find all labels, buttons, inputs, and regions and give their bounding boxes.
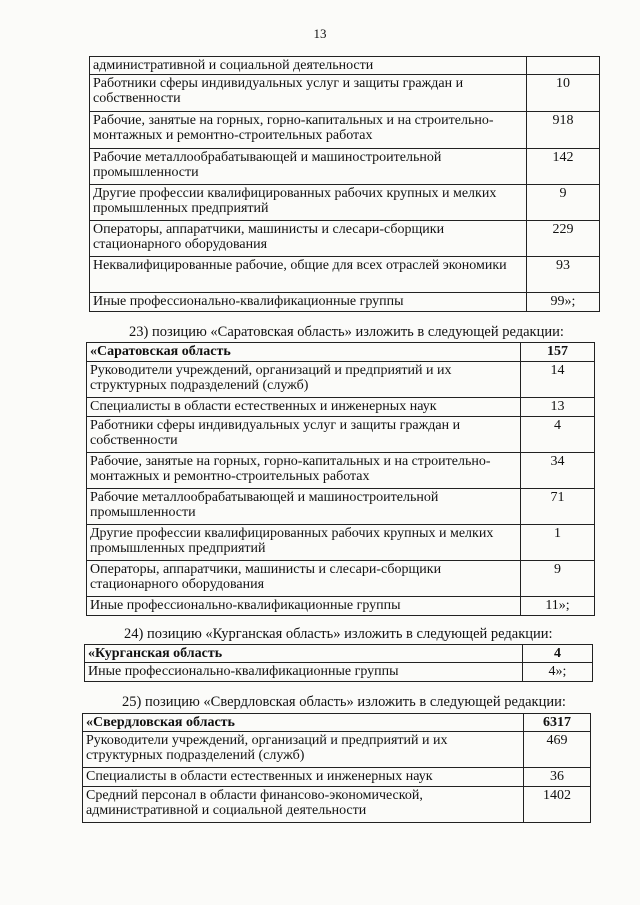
row-value: 11»; — [521, 597, 595, 616]
paragraph-23: 23) позицию «Саратовская область» изложить в следующей редакции: — [129, 324, 564, 340]
row-label: Средний персонал в области финансово-экономической, административной и социальной деятельности — [83, 787, 524, 823]
row-value: 14 — [521, 362, 595, 398]
table-row — [90, 149, 600, 185]
table-row — [90, 293, 600, 312]
row-value: 9 — [521, 561, 595, 597]
row-label: Специалисты в области естественных и инженерных наук — [87, 398, 521, 417]
row-label: Другие профессии квалифицированных рабочих крупных и мелких промышленных предприятий — [90, 185, 527, 221]
row-value: 469 — [524, 732, 591, 768]
row-label: административной и социальной деятельности — [90, 57, 527, 75]
region-title: «Курганская область — [85, 645, 523, 663]
row-value: 13 — [521, 398, 595, 417]
table-row — [87, 525, 595, 561]
table-row — [83, 787, 591, 823]
row-value: 36 — [524, 768, 591, 787]
row-label: Руководители учреждений, организаций и предприятий и их структурных подразделений (служб) — [83, 732, 524, 768]
paragraph-24: 24) позицию «Курганская область» изложить в следующей редакции: — [124, 626, 553, 642]
row-value: 10 — [527, 75, 600, 112]
table-row — [85, 645, 593, 663]
row-value: 71 — [521, 489, 595, 525]
table-row — [90, 221, 600, 257]
row-label: Рабочие металлообрабатывающей и машиностроительной промышленности — [90, 149, 527, 185]
table-row — [83, 768, 591, 787]
row-label: Руководители учреждений, организаций и предприятий и их структурных подразделений (служб) — [87, 362, 521, 398]
region-title: «Свердловская область — [83, 714, 524, 732]
row-label: Работники сферы индивидуальных услуг и защиты граждан и собственности — [87, 417, 521, 453]
table-continuation — [89, 56, 600, 312]
table-row — [90, 112, 600, 149]
table-row — [85, 663, 593, 682]
table-sverdlovsk — [82, 713, 591, 823]
row-label: Рабочие металлообрабатывающей и машиностроительной промышленности — [87, 489, 521, 525]
region-total: 4 — [523, 645, 593, 663]
row-value: 4»; — [523, 663, 593, 682]
table-row — [83, 732, 591, 768]
table-row — [87, 489, 595, 525]
table-row — [90, 57, 600, 75]
row-label: Работники сферы индивидуальных услуг и защиты граждан и собственности — [90, 75, 527, 112]
table-row — [87, 362, 595, 398]
row-label: Иные профессионально-квалификационные группы — [87, 597, 521, 616]
region-title: «Саратовская область — [87, 343, 521, 362]
row-label: Операторы, аппаратчики, машинисты и слесари-сборщики стационарного оборудования — [90, 221, 527, 257]
table-row — [87, 453, 595, 489]
row-label: Иные профессионально-квалификационные группы — [85, 663, 523, 682]
row-label: Операторы, аппаратчики, машинисты и слесари-сборщики стационарного оборудования — [87, 561, 521, 597]
row-label: Рабочие, занятые на горных, горно-капитальных и на строительно-монтажных и ремонтно-строительных работах — [90, 112, 527, 149]
row-value: 229 — [527, 221, 600, 257]
row-value: 1402 — [524, 787, 591, 823]
row-label: Специалисты в области естественных и инженерных наук — [83, 768, 524, 787]
table-row — [90, 257, 600, 293]
table-kurgan — [84, 644, 593, 682]
paragraph-25: 25) позицию «Свердловская область» изложить в следующей редакции: — [122, 694, 566, 710]
row-value: 4 — [521, 417, 595, 453]
row-label: Другие профессии квалифицированных рабочих крупных и мелких промышленных предприятий — [87, 525, 521, 561]
row-value: 99»; — [527, 293, 600, 312]
table-row — [83, 714, 591, 732]
row-value — [527, 57, 600, 75]
table-row — [87, 343, 595, 362]
region-total: 157 — [521, 343, 595, 362]
region-total: 6317 — [524, 714, 591, 732]
row-value: 9 — [527, 185, 600, 221]
table-row — [87, 398, 595, 417]
row-label: Рабочие, занятые на горных, горно-капитальных и на строительно-монтажных и ремонтно-строительных работах — [87, 453, 521, 489]
row-value: 93 — [527, 257, 600, 293]
row-value: 918 — [527, 112, 600, 149]
table-saratov — [86, 342, 595, 616]
page-number: 13 — [313, 26, 327, 41]
table-row — [90, 185, 600, 221]
row-label: Иные профессионально-квалификационные группы — [90, 293, 527, 312]
table-row — [87, 561, 595, 597]
table-row — [90, 75, 600, 112]
row-value: 34 — [521, 453, 595, 489]
row-label: Неквалифицированные рабочие, общие для всех отраслей экономики — [90, 257, 527, 293]
row-value: 1 — [521, 525, 595, 561]
table-row — [87, 597, 595, 616]
table-row — [87, 417, 595, 453]
row-value: 142 — [527, 149, 600, 185]
